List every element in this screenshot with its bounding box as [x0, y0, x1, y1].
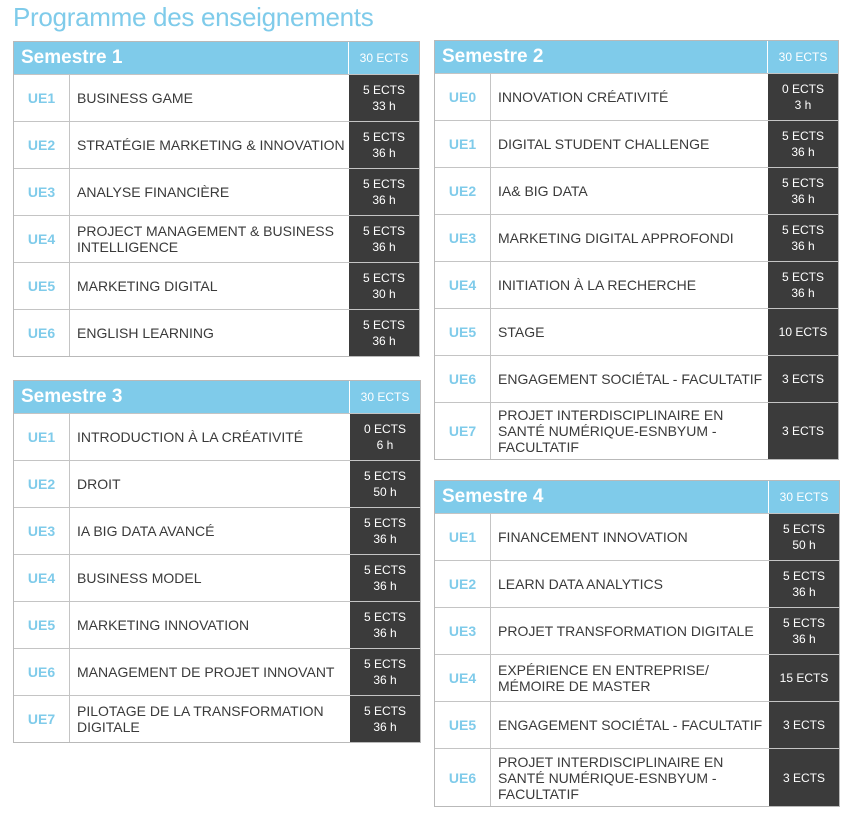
course-code: UE1	[14, 414, 70, 460]
course-ects: 5 ECTS	[362, 130, 405, 144]
course-code: UE5	[14, 602, 70, 648]
course-hours: 50 h	[373, 485, 397, 499]
course-ects: 10 ECTS	[778, 325, 828, 339]
course-hours: 30 h	[372, 287, 396, 301]
course-name	[491, 74, 768, 120]
semester-title: Semestre 4	[442, 486, 544, 507]
semester-2-table	[434, 40, 839, 460]
course-name-text: IA BIG DATA AVANCÉ	[77, 523, 215, 539]
semester-total-ects: 30 ECTS	[348, 42, 419, 74]
course-hours: 33 h	[372, 99, 396, 113]
course-name	[70, 696, 350, 742]
course-code: UE2	[14, 461, 70, 507]
course-credits	[350, 461, 420, 507]
course-row-ue2	[435, 560, 839, 607]
course-credits	[350, 649, 420, 695]
course-row-ue1	[435, 120, 838, 167]
course-code: UE4	[14, 216, 70, 262]
course-name-text: ANALYSE FINANCIÈRE	[77, 184, 230, 200]
course-ects: 15 ECTS	[779, 671, 829, 685]
course-credits	[768, 356, 838, 402]
course-name-text: PROJECT MANAGEMENT & BUSINESS INTELLIGENCE	[77, 223, 334, 255]
course-ects: 0 ECTS	[363, 422, 406, 436]
course-credits	[768, 121, 838, 167]
semester-header	[435, 41, 838, 73]
course-name-text: FINANCEMENT INNOVATION	[498, 529, 688, 545]
course-row-ue2	[14, 121, 419, 168]
semester-header	[14, 381, 420, 413]
course-name-text: BUSINESS GAME	[77, 90, 193, 106]
course-ects: 5 ECTS	[362, 318, 405, 332]
course-name	[70, 169, 349, 215]
course-hours: 36 h	[373, 579, 397, 593]
course-ects: 5 ECTS	[362, 177, 405, 191]
course-credits	[350, 555, 420, 601]
course-name	[70, 75, 349, 121]
course-credits	[769, 561, 839, 607]
course-code: UE0	[435, 74, 491, 120]
semester-title: Semestre 2	[442, 46, 544, 67]
course-hours: 36 h	[792, 585, 816, 599]
course-ects: 3 ECTS	[781, 372, 824, 386]
course-code: UE3	[14, 508, 70, 554]
course-name	[70, 122, 349, 168]
course-ects: 5 ECTS	[362, 224, 405, 238]
course-name	[491, 121, 768, 167]
course-name-text: ENGLISH LEARNING	[77, 325, 214, 341]
course-hours: 36 h	[373, 720, 397, 734]
course-name	[491, 655, 769, 701]
course-name	[70, 216, 349, 262]
course-code: UE2	[435, 561, 491, 607]
course-name-text: PROJET TRANSFORMATION DIGITALE	[498, 623, 754, 639]
course-name	[70, 649, 350, 695]
course-hours: 36 h	[372, 334, 396, 348]
course-name	[70, 414, 350, 460]
course-name-text: MARKETING DIGITAL APPROFONDI	[498, 230, 734, 246]
course-name-text: MARKETING INNOVATION	[77, 617, 250, 633]
course-ects: 5 ECTS	[781, 223, 824, 237]
course-ects: 5 ECTS	[782, 522, 825, 536]
semester-4-table	[434, 480, 840, 807]
course-credits	[350, 414, 420, 460]
course-row-ue5	[435, 308, 838, 355]
course-credits	[350, 602, 420, 648]
course-name-text: INITIATION À LA RECHERCHE	[498, 277, 697, 293]
course-credits	[768, 403, 838, 459]
course-name	[70, 555, 350, 601]
course-ects: 5 ECTS	[781, 129, 824, 143]
course-name-text: ENGAGEMENT SOCIÉTAL - FACULTATIF	[498, 717, 763, 733]
semester-header	[435, 481, 839, 513]
course-name	[491, 403, 768, 459]
course-credits	[769, 514, 839, 560]
course-code: UE1	[435, 121, 491, 167]
course-name-text: DROIT	[77, 476, 121, 492]
course-hours: 36 h	[373, 626, 397, 640]
course-code: UE5	[14, 263, 70, 309]
course-code: UE4	[435, 655, 491, 701]
course-ects: 5 ECTS	[781, 270, 824, 284]
semester-total-ects: 30 ECTS	[349, 381, 420, 413]
course-ects: 0 ECTS	[781, 82, 824, 96]
course-code: UE3	[435, 608, 491, 654]
course-code: UE5	[435, 702, 491, 748]
semester-title: Semestre 1	[21, 47, 123, 68]
course-credits	[769, 608, 839, 654]
course-credits	[769, 655, 839, 701]
course-ects: 3 ECTS	[782, 770, 825, 785]
course-hours: 36 h	[373, 673, 397, 687]
course-ects: 5 ECTS	[363, 516, 406, 530]
course-credits	[349, 75, 419, 121]
course-name	[70, 263, 349, 309]
course-credits	[349, 122, 419, 168]
course-name-text: INTRODUCTION À LA CRÉATIVITÉ	[77, 429, 304, 445]
course-name-text: PROJET INTERDISCIPLINAIRE EN SANTÉ NUMÉRIQUE-ESNBYUM - FACULTATIF	[498, 407, 724, 455]
course-code: UE4	[14, 555, 70, 601]
course-row-ue3	[14, 507, 420, 554]
course-row-ue5	[435, 701, 839, 748]
semester-3-table	[13, 380, 421, 743]
course-code: UE7	[435, 403, 491, 459]
course-credits	[350, 696, 420, 742]
semester-header	[14, 42, 419, 74]
course-code: UE2	[14, 122, 70, 168]
course-name	[70, 602, 350, 648]
course-name-text: ENGAGEMENT SOCIÉTAL - FACULTATIF	[498, 371, 763, 387]
course-hours: 36 h	[791, 286, 815, 300]
course-row-ue2	[14, 460, 420, 507]
course-hours: 50 h	[792, 538, 816, 552]
course-credits	[350, 508, 420, 554]
course-code: UE3	[435, 215, 491, 261]
course-name	[491, 168, 768, 214]
course-name	[491, 309, 768, 355]
course-row-ue4	[435, 654, 839, 701]
course-credits	[768, 262, 838, 308]
course-hours: 36 h	[791, 145, 815, 159]
course-name	[70, 310, 349, 356]
course-ects: 5 ECTS	[363, 610, 406, 624]
course-code: UE7	[14, 696, 70, 742]
course-name	[491, 514, 769, 560]
course-credits	[769, 702, 839, 748]
course-hours: 36 h	[372, 146, 396, 160]
course-credits	[349, 263, 419, 309]
course-credits	[349, 169, 419, 215]
course-name	[70, 461, 350, 507]
course-row-ue6	[435, 748, 839, 806]
course-name	[491, 262, 768, 308]
course-name-text: PROJET INTERDISCIPLINAIRE EN SANTÉ NUMÉRIQUE-ESNBYUM - FACULTATIF	[498, 753, 724, 802]
course-ects: 5 ECTS	[363, 563, 406, 577]
course-credits	[768, 215, 838, 261]
course-code: UE6	[14, 649, 70, 695]
course-code: UE1	[435, 514, 491, 560]
course-hours: 36 h	[372, 240, 396, 254]
course-row-ue4	[14, 554, 420, 601]
course-ects: 3 ECTS	[782, 718, 825, 732]
course-hours: 36 h	[372, 193, 396, 207]
course-name-text: STRATÉGIE MARKETING & INNOVATION	[77, 137, 345, 153]
course-code: UE6	[435, 356, 491, 402]
course-row-ue1	[14, 74, 419, 121]
course-credits	[768, 168, 838, 214]
course-row-ue2	[435, 167, 838, 214]
course-name	[491, 702, 769, 748]
course-ects: 3 ECTS	[781, 424, 824, 438]
course-name-text: IA& BIG DATA	[498, 183, 588, 199]
course-code: UE5	[435, 309, 491, 355]
course-hours: 36 h	[791, 192, 815, 206]
course-credits	[769, 749, 839, 806]
course-hours: 3 h	[794, 98, 812, 112]
course-code: UE6	[14, 310, 70, 356]
course-hours: 36 h	[373, 532, 397, 546]
course-row-ue6	[14, 648, 420, 695]
course-code: UE3	[14, 169, 70, 215]
course-name-text: DIGITAL STUDENT CHALLENGE	[498, 136, 710, 152]
course-ects: 5 ECTS	[363, 469, 406, 483]
course-row-ue5	[14, 262, 419, 309]
course-credits	[349, 310, 419, 356]
course-name-text: LEARN DATA ANALYTICS	[498, 576, 663, 592]
course-name-text: PILOTAGE DE LA TRANSFORMATION DIGITALE	[77, 703, 324, 735]
course-ects: 5 ECTS	[363, 704, 406, 718]
course-name	[491, 215, 768, 261]
course-hours: 36 h	[791, 239, 815, 253]
semester-1-table	[13, 41, 420, 357]
course-ects: 5 ECTS	[781, 176, 824, 190]
course-name	[491, 608, 769, 654]
course-name-text: MANAGEMENT DE PROJET INNOVANT	[77, 664, 335, 680]
course-row-ue3	[435, 607, 839, 654]
course-credits	[349, 216, 419, 262]
page-title: Programme des enseignements	[13, 2, 374, 32]
course-code: UE4	[435, 262, 491, 308]
course-row-ue6	[435, 355, 838, 402]
course-ects: 5 ECTS	[782, 616, 825, 630]
course-name	[491, 356, 768, 402]
course-name-text: STAGE	[498, 324, 545, 340]
course-credits	[768, 74, 838, 120]
course-row-ue1	[14, 413, 420, 460]
course-name-text: EXPÉRIENCE EN ENTREPRISE/ MÉMOIRE DE MASTER	[498, 662, 709, 694]
course-hours: 36 h	[792, 632, 816, 646]
course-row-ue4	[14, 215, 419, 262]
course-row-ue3	[435, 214, 838, 261]
semester-total-ects: 30 ECTS	[768, 481, 839, 513]
course-credits	[768, 309, 838, 355]
course-row-ue7	[435, 402, 838, 459]
course-name-text: BUSINESS MODEL	[77, 570, 202, 586]
course-name	[491, 749, 769, 806]
course-ects: 5 ECTS	[362, 271, 405, 285]
course-row-ue7	[14, 695, 420, 742]
course-name	[491, 561, 769, 607]
course-name	[70, 508, 350, 554]
course-row-ue1	[435, 513, 839, 560]
course-row-ue6	[14, 309, 419, 356]
course-row-ue3	[14, 168, 419, 215]
course-ects: 5 ECTS	[782, 569, 825, 583]
course-row-ue5	[14, 601, 420, 648]
course-name-text: MARKETING DIGITAL	[77, 278, 218, 294]
course-name-text: INNOVATION CRÉATIVITÉ	[498, 89, 669, 105]
course-row-ue4	[435, 261, 838, 308]
course-ects: 5 ECTS	[362, 83, 405, 97]
course-ects: 5 ECTS	[363, 657, 406, 671]
course-row-ue0	[435, 73, 838, 120]
course-code: UE1	[14, 75, 70, 121]
semester-total-ects: 30 ECTS	[767, 41, 838, 73]
course-hours: 6 h	[376, 438, 394, 452]
semester-title: Semestre 3	[21, 386, 123, 407]
course-code: UE6	[435, 749, 491, 806]
course-code: UE2	[435, 168, 491, 214]
